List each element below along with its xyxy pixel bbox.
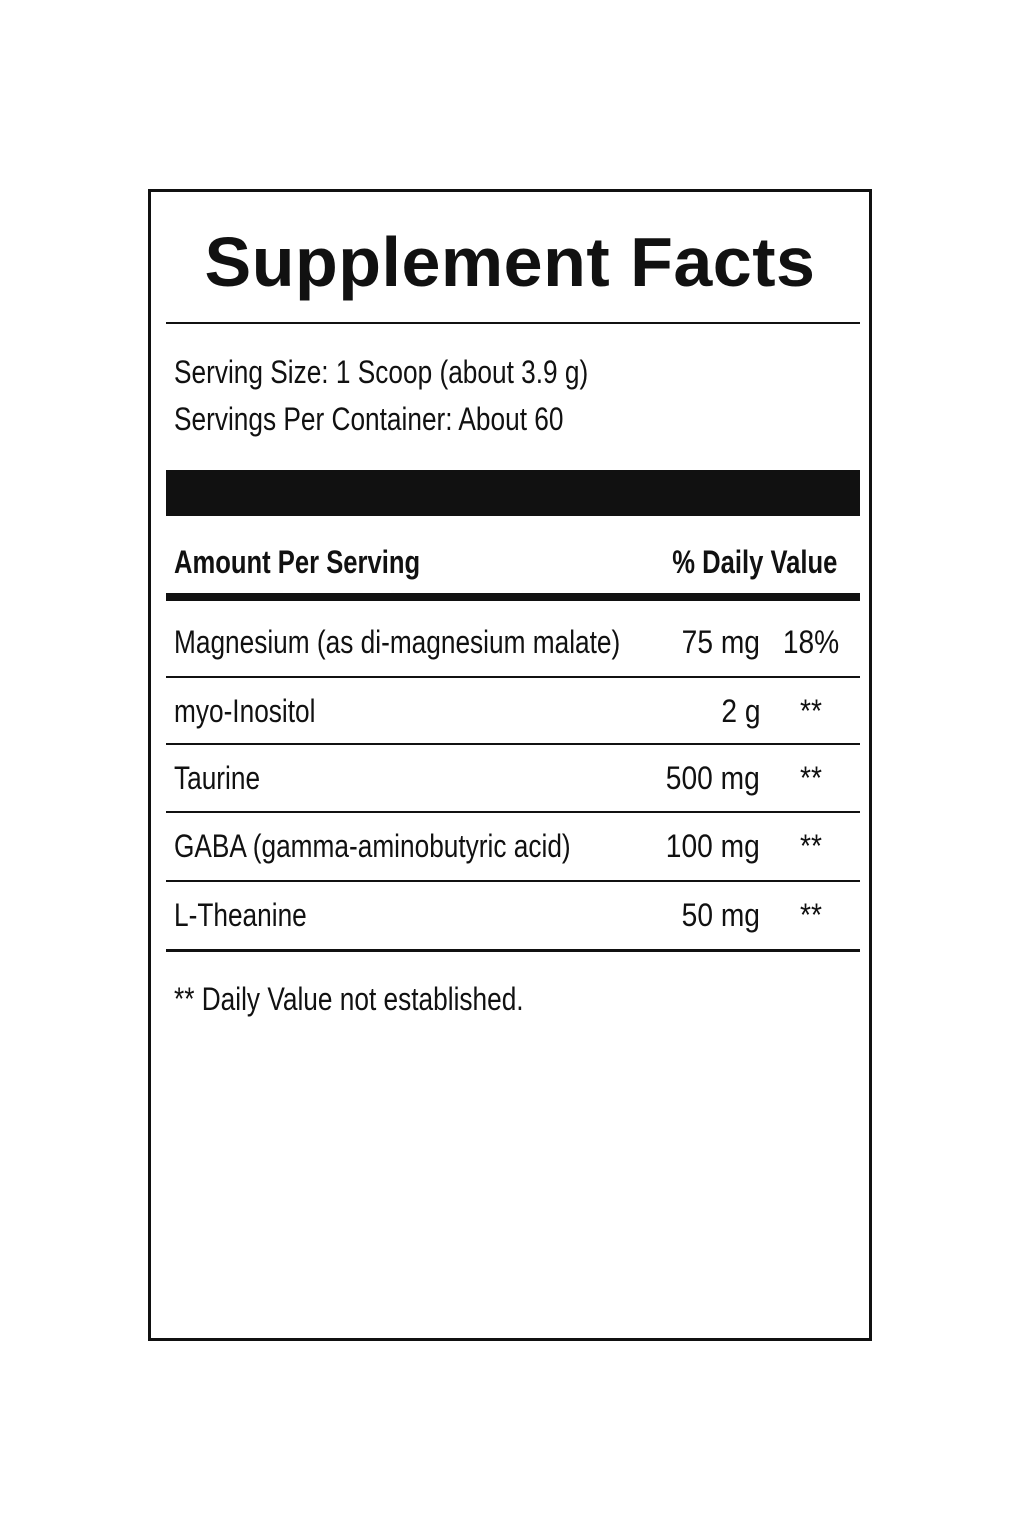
serving-size: Serving Size: 1 Scoop (about 3.9 g) xyxy=(174,354,589,390)
ingredient-name: L-Theanine xyxy=(174,897,307,933)
ingredient-name: Taurine xyxy=(174,760,261,796)
ingredient-amount: 500 mg xyxy=(666,760,760,796)
thick-black-bar xyxy=(166,470,860,516)
panel-title: Supplement Facts xyxy=(204,223,816,301)
table-bottom-divider xyxy=(166,949,860,952)
ingredient-daily-value: ** xyxy=(800,828,822,864)
title-divider xyxy=(166,322,860,324)
servings-per-container: Servings Per Container: About 60 xyxy=(174,401,564,437)
ingredient-amount: 75 mg xyxy=(681,624,760,660)
table-row xyxy=(166,882,860,948)
ingredient-daily-value: 18% xyxy=(782,624,840,660)
ingredient-amount: 50 mg xyxy=(681,897,760,933)
ingredient-daily-value: ** xyxy=(800,760,822,796)
table-row xyxy=(166,813,860,879)
table-row xyxy=(166,609,860,675)
footnote: ** Daily Value not established. xyxy=(174,981,524,1017)
ingredient-name: GABA (gamma-aminobutyric acid) xyxy=(174,828,571,864)
ingredient-daily-value: ** xyxy=(800,693,822,729)
supplement-facts-panel xyxy=(148,189,872,1341)
ingredient-amount: 100 mg xyxy=(666,828,760,864)
ingredient-name: myo-Inositol xyxy=(174,693,316,729)
header-divider xyxy=(166,593,860,601)
ingredient-amount: 2 g xyxy=(720,693,760,729)
table-row xyxy=(166,745,860,811)
daily-value-header: % Daily Value xyxy=(671,544,837,580)
ingredient-name: Magnesium (as di-magnesium malate) xyxy=(174,624,621,660)
ingredient-daily-value: ** xyxy=(800,897,822,933)
table-row xyxy=(166,678,860,744)
amount-per-serving-header: Amount Per Serving xyxy=(174,544,421,580)
